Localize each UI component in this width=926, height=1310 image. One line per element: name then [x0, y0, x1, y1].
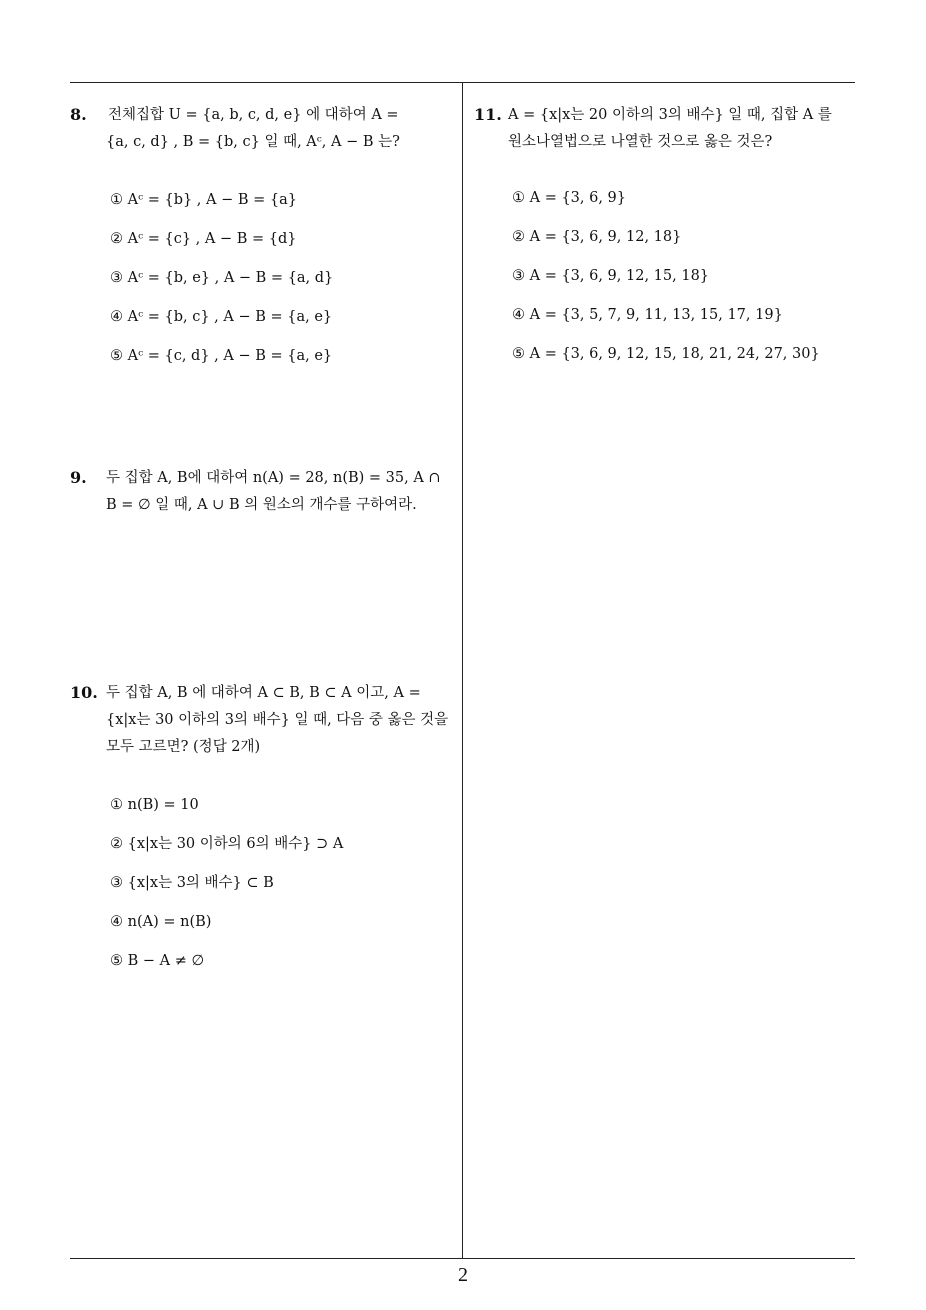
question-10 — [70, 679, 456, 979]
option-1[interactable]: ① Aᶜ = {b} , A − B = {a} — [110, 192, 297, 208]
option-4[interactable]: ④ A = {3, 5, 7, 9, 11, 13, 15, 17, 19} — [512, 307, 783, 323]
option-2[interactable]: ② Aᶜ = {c} , A − B = {d} — [110, 231, 297, 247]
option-3[interactable]: ③ {x|x는 3의 배수} ⊂ B — [110, 875, 274, 891]
column-divider — [462, 82, 463, 1258]
option-1[interactable]: ① A = {3, 6, 9} — [512, 190, 627, 206]
option-5[interactable]: ⑤ B − A ≠ ∅ — [110, 953, 205, 969]
question-number: 8. — [70, 105, 87, 124]
question-line: A = {x|x는 20 이하의 3의 배수} 일 때, 집합 A 를 — [508, 107, 832, 123]
option-3[interactable]: ③ A = {3, 6, 9, 12, 15, 18} — [512, 268, 710, 284]
option-1[interactable]: ① n(B) = 10 — [110, 797, 199, 813]
option-2[interactable]: ② {x|x는 30 이하의 6의 배수} ⊃ A — [110, 836, 344, 852]
question-line: 전체집합 U = {a, b, c, d, e} 에 대하여 A = — [108, 107, 399, 123]
question-9 — [70, 464, 456, 524]
option-4[interactable]: ④ n(A) = n(B) — [110, 914, 212, 930]
question-line: {a, c, d} , B = {b, c} 일 때, Aᶜ, A − B 는? — [106, 134, 400, 150]
option-5[interactable]: ⑤ Aᶜ = {c, d} , A − B = {a, e} — [110, 348, 333, 364]
bottom-rule — [70, 1258, 855, 1259]
option-5[interactable]: ⑤ A = {3, 6, 9, 12, 15, 18, 21, 24, 27, 30} — [512, 346, 820, 362]
question-11 — [474, 101, 860, 371]
question-line: 두 집합 A, B 에 대하여 A ⊂ B, B ⊂ A 이고, A = — [106, 685, 421, 701]
question-number: 9. — [70, 468, 87, 487]
question-line: {x|x는 30 이하의 3의 배수} 일 때, 다음 중 옳은 것을 — [106, 712, 449, 728]
question-8 — [70, 101, 456, 371]
option-4[interactable]: ④ Aᶜ = {b, c} , A − B = {a, e} — [110, 309, 333, 325]
question-line: 두 집합 A, B에 대하여 n(A) = 28, n(B) = 35, A ∩ — [106, 470, 441, 486]
page-number: 2 — [458, 1264, 468, 1286]
question-line: 모두 고르면? (정답 2개) — [106, 739, 261, 755]
question-line: 원소나열법으로 나열한 것으로 옳은 것은? — [508, 134, 773, 150]
option-2[interactable]: ② A = {3, 6, 9, 12, 18} — [512, 229, 682, 245]
question-line: B = ∅ 일 때, A ∪ B 의 원소의 개수를 구하여라. — [106, 497, 417, 513]
question-number: 10. — [70, 683, 98, 702]
question-number: 11. — [474, 105, 502, 124]
option-3[interactable]: ③ Aᶜ = {b, e} , A − B = {a, d} — [110, 270, 334, 286]
